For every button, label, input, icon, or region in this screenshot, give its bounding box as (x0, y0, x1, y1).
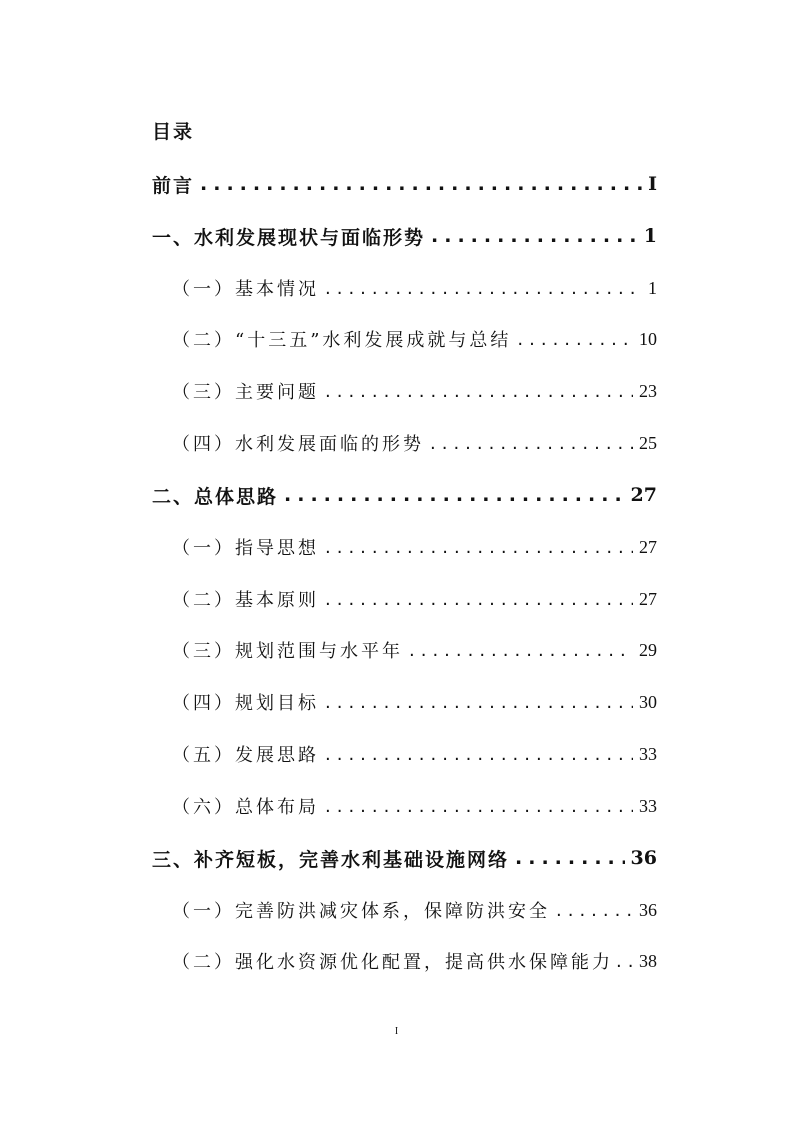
toc-entry-section-1[interactable] (152, 218, 657, 254)
toc-entry-section-2-4[interactable] (172, 684, 657, 720)
toc-dot-leader (325, 692, 633, 713)
toc-entry-label: （六）总体布局 (172, 797, 319, 818)
toc-dot-leader (325, 589, 633, 610)
toc-entry-page: 10 (639, 328, 657, 349)
toc-entry-preface[interactable] (152, 166, 657, 202)
toc-entry-page: I (648, 173, 657, 195)
toc-entry-page: 30 (639, 691, 657, 712)
toc-entry-label: （三）规划范围与水平年 (172, 641, 403, 662)
toc-entry-label: 二、总体思路 (152, 485, 279, 508)
toc-entry-label: 三、补齐短板，完善水利基础设施网络 (152, 848, 510, 871)
toc-entry-section-3-1[interactable] (172, 892, 657, 928)
toc-entry-page: 27 (630, 484, 657, 506)
toc-dot-leader (325, 796, 633, 817)
toc-dot-leader (284, 484, 625, 506)
toc-dot-leader (515, 847, 625, 869)
toc-dot-leader (325, 744, 633, 765)
toc-entry-page: 23 (639, 380, 657, 401)
toc-entry-page: 25 (639, 432, 657, 453)
toc-entry-section-2-2[interactable] (172, 581, 657, 617)
toc-dot-leader (325, 278, 642, 299)
toc-entry-label: （五）发展思路 (172, 745, 319, 766)
toc-entry-section-3-2[interactable] (172, 943, 657, 979)
toc-entry-label: （一）完善防洪减灾体系，保障防洪安全 (172, 901, 550, 922)
toc-entry-page: 27 (639, 536, 657, 557)
toc-entry-page: 33 (639, 743, 657, 764)
toc-entry-section-2-3[interactable] (172, 632, 657, 668)
toc-entry-section-2-1[interactable] (172, 529, 657, 565)
toc-entry-section-1-3[interactable] (172, 373, 657, 409)
page-title: 目录 (152, 121, 195, 143)
toc-dot-leader (517, 329, 633, 350)
toc-entry-page: 1 (648, 277, 657, 298)
toc-entry-page: 33 (639, 795, 657, 816)
toc-entry-section-2[interactable] (152, 477, 657, 513)
toc-entry-page: 38 (639, 950, 657, 971)
toc-entry-label: （一）指导思想 (172, 538, 319, 559)
toc-entry-section-1-2[interactable] (172, 321, 657, 357)
toc-dot-leader (431, 225, 638, 247)
toc-entry-label: （二）基本原则 (172, 590, 319, 611)
toc-entry-page: 27 (639, 588, 657, 609)
page-number-footer: I (394, 1026, 399, 1037)
toc-entry-label: （四）规划目标 (172, 693, 319, 714)
toc-entry-label: 一、水利发展现状与面临形势 (152, 226, 426, 249)
toc-entry-page: 29 (639, 639, 657, 660)
toc-entry-label: （一）基本情况 (172, 279, 319, 300)
toc-entry-page: 36 (630, 847, 657, 869)
toc-entry-section-1-4[interactable] (172, 425, 657, 461)
toc-entry-page: 36 (639, 899, 657, 920)
toc-dot-leader (556, 900, 633, 921)
toc-entry-label: 前言 (152, 174, 195, 197)
toc-entry-section-1-1[interactable] (172, 270, 657, 306)
toc-dot-leader (616, 951, 636, 972)
toc-dot-leader (409, 640, 633, 661)
toc-dot-leader (325, 537, 633, 558)
toc-dot-leader (430, 433, 633, 454)
toc-entry-label: （三）主要问题 (172, 382, 319, 403)
toc-entry-page: 1 (643, 225, 657, 247)
toc-dot-leader (325, 381, 633, 402)
toc-entry-label: （四）水利发展面临的形势 (172, 434, 424, 455)
toc-entry-label: （二）“十三五”水利发展成就与总结 (172, 330, 512, 351)
toc-entry-section-2-5[interactable] (172, 736, 657, 772)
toc-entry-section-2-6[interactable] (172, 788, 657, 824)
toc-entry-section-3[interactable] (152, 840, 657, 876)
toc-dot-leader (200, 173, 642, 195)
toc-entry-label: （二）强化水资源优化配置，提高供水保障能力 (172, 952, 613, 973)
